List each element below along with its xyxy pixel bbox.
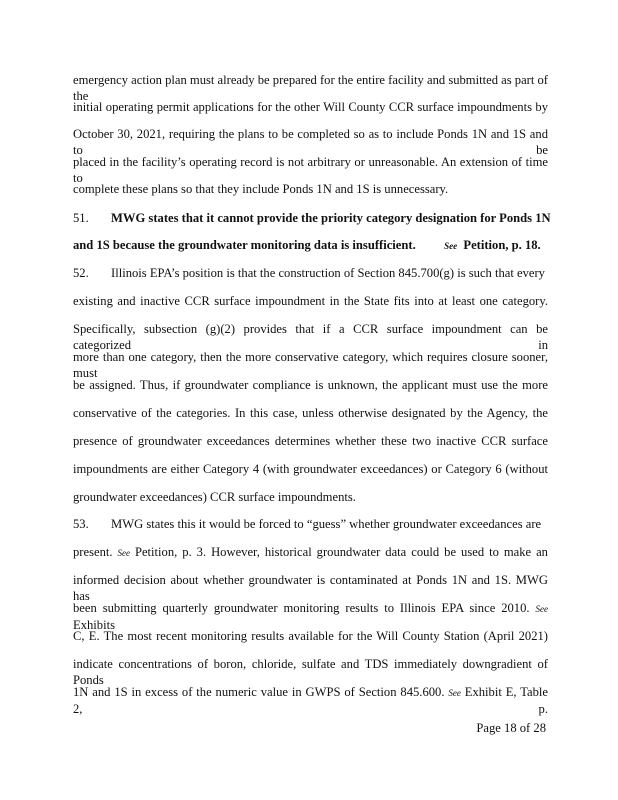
text-span: Exhibits [73,618,115,632]
text-line: complete these plans so that they include Ponds 1N and 1S is unnecessary. [73,182,449,196]
text-span: been submitting quarterly groundwater monitoring results to Illinois EPA since 2010. [73,601,530,615]
text-line: Specifically, subsection (g)(2) provides that if a CCR surface impoundment can be categorized in [73,322,548,352]
text-line: more than one category, then the more conservative category, which requires closure sooner, must [73,350,548,380]
citation: Petition, p. 18. [463,238,541,252]
text-line: existing and inactive CCR surface impoundment in the State fits into at least one category. [73,294,548,308]
text-line: emergency action plan must already be prepared for the entire facility and submitted as part of the [73,73,548,103]
text-line: indicate concentrations of boron, chloride, sulfate and TDS immediately downgradient of Ponds [73,657,548,687]
text-line: initial operating permit applications for the other Will County CCR surface impoundments by [73,100,548,114]
paragraph-53 [73,516,548,532]
text-line: groundwater exceedances) CCR surface impoundments. [73,490,356,504]
page-number: Page 18 of 28 [476,721,546,735]
text-span: Exhibit E, Table 2, p. [73,685,549,716]
text-span: and 1S because the groundwater monitoring data is insufficient. [73,238,416,252]
text-span: Petition, p. 3. However, historical groundwater data could be used to make an [134,545,548,559]
text-line: presence of groundwater exceedances determines whether these two inactive CCR surface [73,434,548,448]
text-line: October 30, 2021, requiring the plans to be completed so as to include Ponds 1N and 1S and to be [73,127,548,157]
paragraph-number: 51. [73,211,89,225]
paragraph-number: 53. [73,517,89,531]
paragraph-number: 52. [73,266,89,280]
text-line: C, E. The most recent monitoring results available for the Will County Station (April 2021) [73,629,548,643]
text-line [73,684,548,717]
see-signal: See [448,688,461,698]
text-line: conservative of the categories. In this case, unless otherwise designated by the Agency, the [73,406,548,420]
text-span: 1N and 1S in excess of the numeric value in GWPS of Section 845.600. [73,685,445,699]
text-line: impoundments are either Category 4 (with groundwater exceedances) or Category 6 (without [73,462,548,476]
text-line: placed in the facility’s operating record is not arbitrary or unreasonable. An extension of time to [73,155,548,185]
text-line: MWG states this it would be forced to “guess” whether groundwater exceedances are [111,517,542,531]
text-line [73,544,548,561]
text-line: Illinois EPA’s position is that the construction of Section 845.700(g) is such that every [111,266,545,280]
text-line: MWG states that it cannot provide the priority category designation for Ponds 1N [111,211,551,225]
text-line [73,237,548,254]
paragraph-52 [73,265,548,281]
paragraph-51 [73,210,551,226]
text-line: be assigned. Thus, if groundwater compliance is unknown, the applicant must use the more [73,378,548,392]
text-line: informed decision about whether groundwater is contaminated at Ponds 1N and 1S. MWG has [73,573,548,603]
see-signal: See [117,548,130,558]
see-signal: See [444,241,458,251]
text-span: present. [73,545,113,559]
see-signal: See [535,604,548,614]
